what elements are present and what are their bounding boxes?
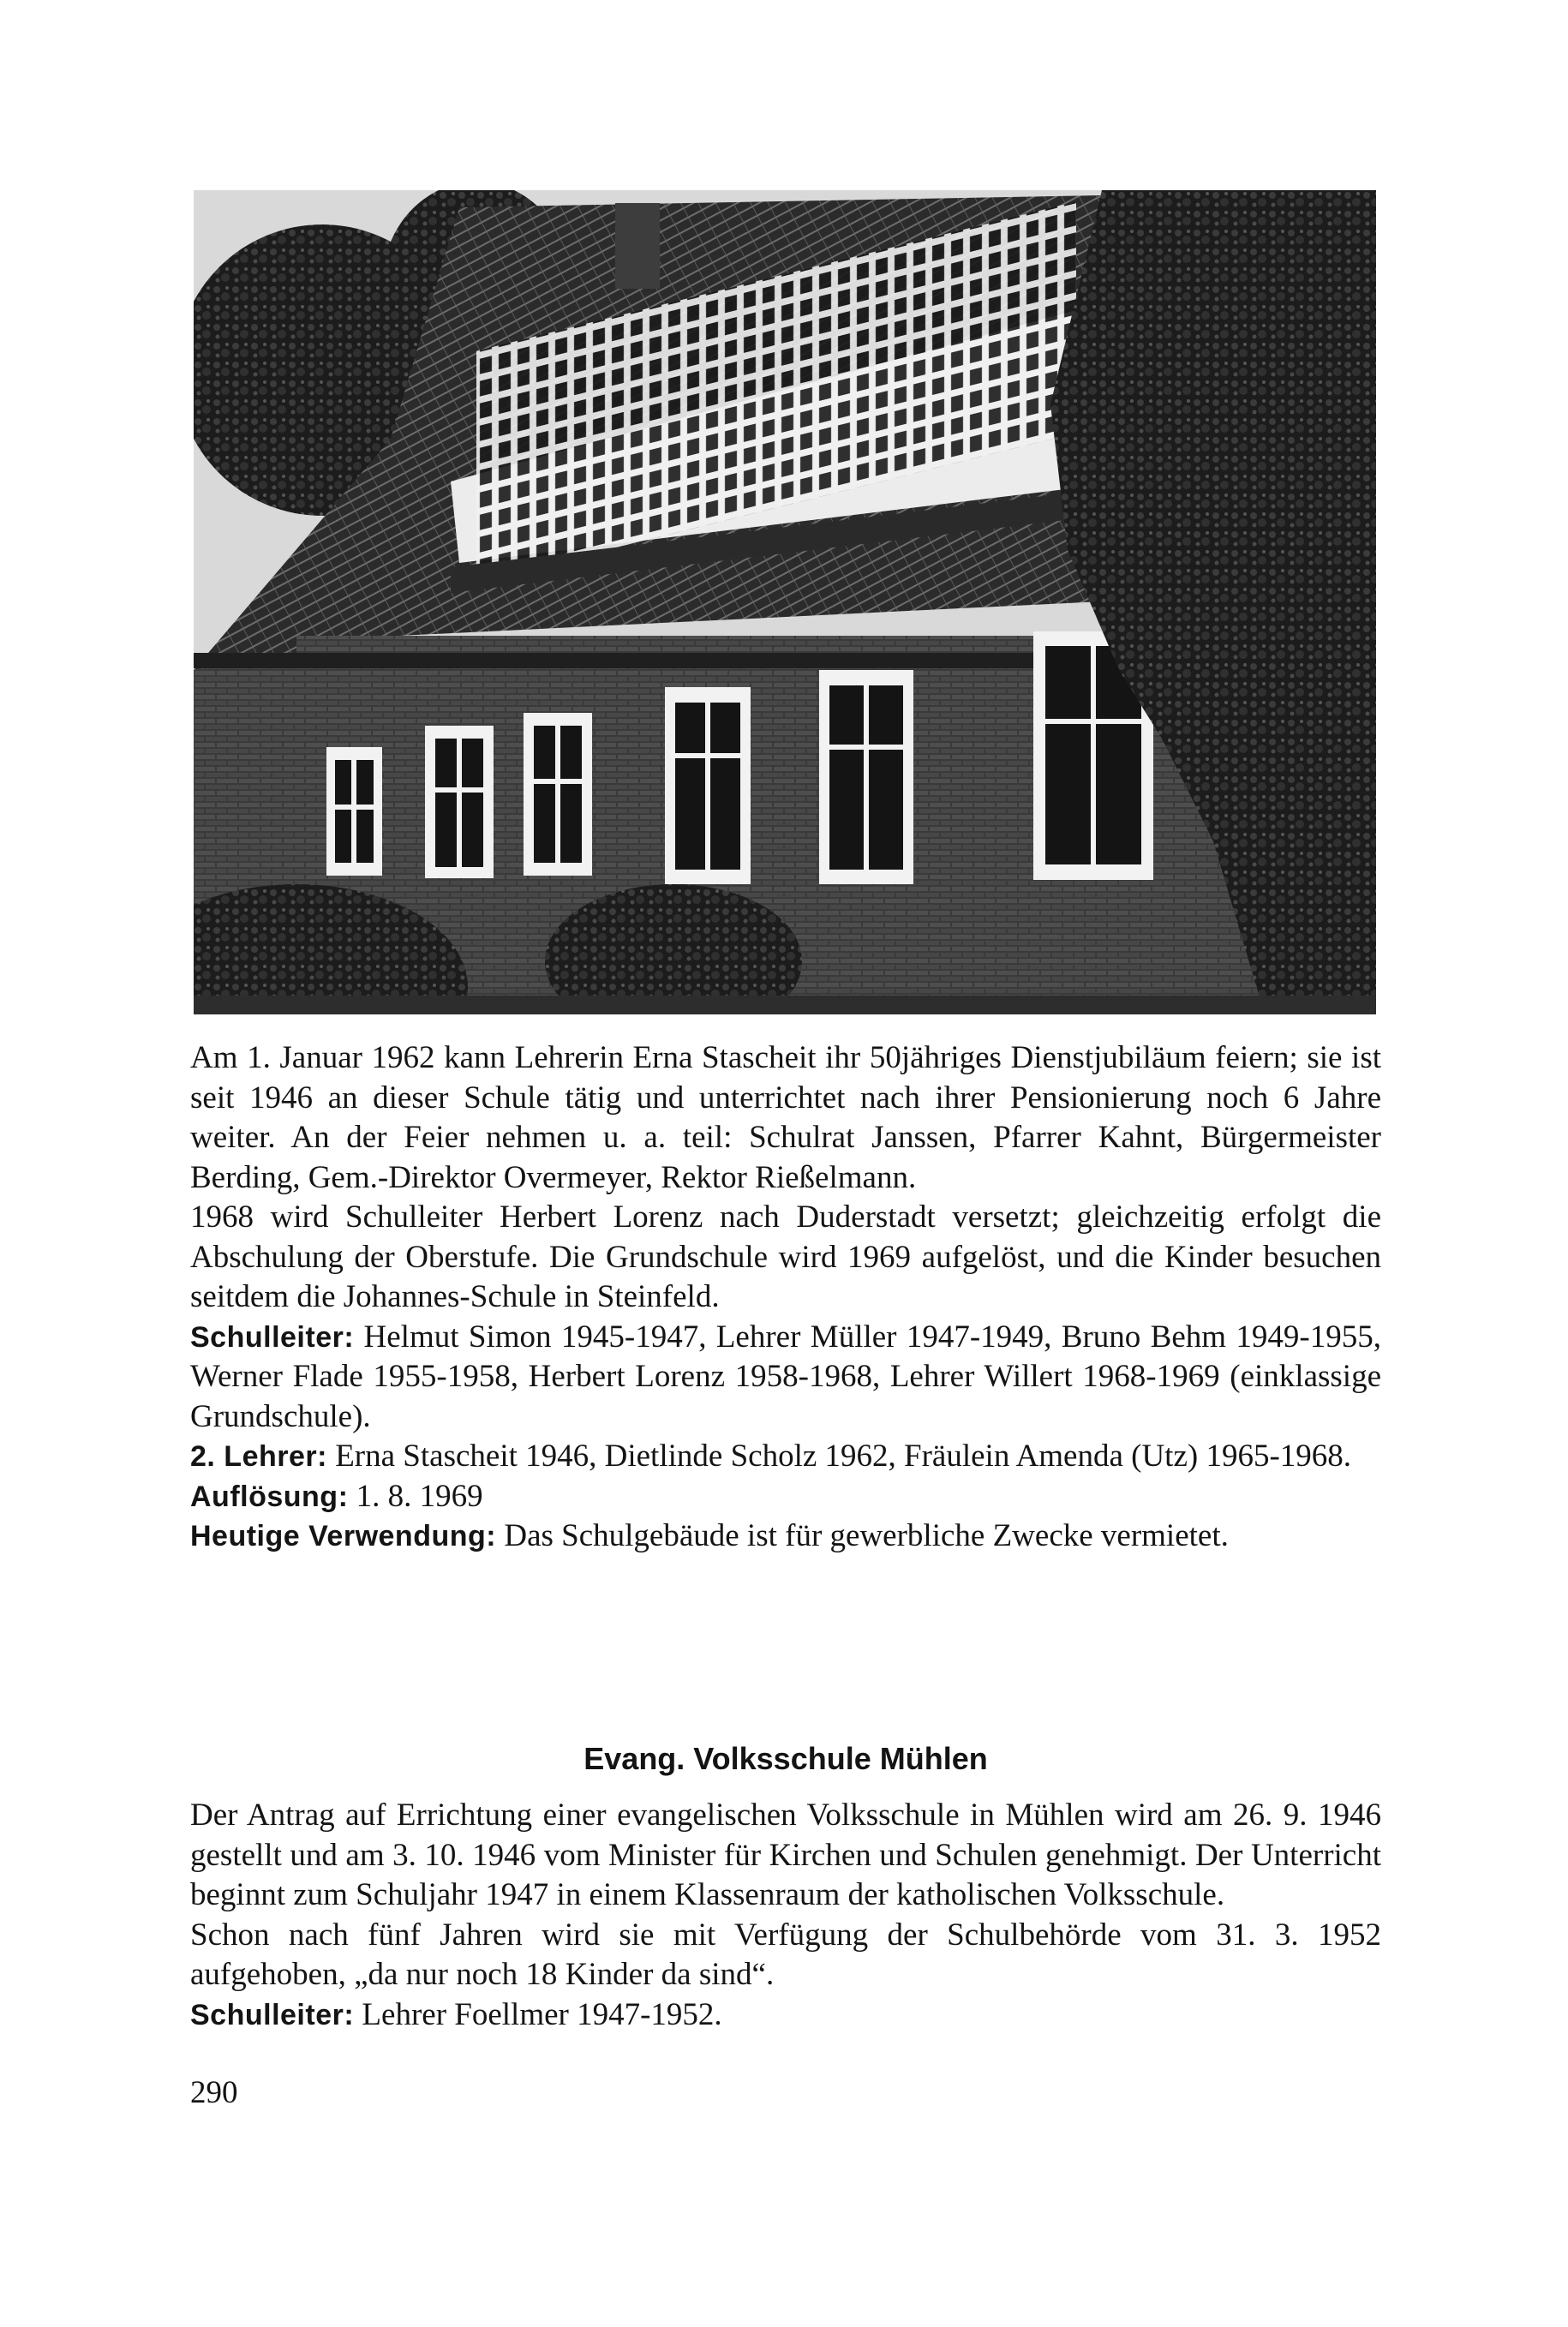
lehrer-label: 2. Lehrer: (190, 1440, 327, 1473)
lehrer-line (190, 1437, 1381, 1477)
section-heading: Evang. Volksschule Mühlen (584, 1741, 988, 1776)
paragraph-abschulung: 1968 wird Schulleiter Herbert Lorenz nach Duderstadt versetzt; gleichzeitig erfolgt die Abschulung der Oberstufe. Die Grundschule wird 1969 aufgelöst, und die Kinder besuchen seitdem die Johannes-Schule in Steinfeld. (190, 1199, 1381, 1314)
verwendung-text: Das Schulgebäude ist für gewerbliche Zwecke vermietet. (496, 1518, 1229, 1553)
schulleiter-label-2: Schulleiter: (190, 1998, 355, 2031)
text-block-2 (190, 1796, 1381, 2035)
lehrer-text: Erna Stascheit 1946, Dietlinde Scholz 1962, Fräulein Amenda (Utz) 1965-1968. (326, 1439, 1352, 1474)
schulleiter-line-2 (190, 1995, 1381, 2036)
paragraph-jubilaeum: Am 1. Januar 1962 kann Lehrerin Erna Stascheit ihr 50jähriges Dienstjubiläum feiern; sie ist seit 1946 an dieser Schule tätig und unterrichtet nach ihrer Pensionierung noch 6 Jahre weiter. An der Feier nehmen u. a. teil: Schulrat Janssen, Pfarrer Kahnt, Bürgermeister Berding, Gem.-Direktor Overmeyer, Rektor Rießelmann. (190, 1040, 1381, 1195)
page-number: 290 (190, 2075, 238, 2110)
text-block-1 (190, 1038, 1381, 1557)
paragraph-aufgehoben: Schon nach fünf Jahren wird sie mit Verfügung der Schulbehörde vom 31. 3. 1952 aufgehoben, „da nur noch 18 Kinder da sind“. (190, 1917, 1381, 1992)
schulleiter-label: Schulleiter: (190, 1320, 355, 1354)
verwendung-line (190, 1516, 1381, 1557)
school-building-illustration (194, 190, 1376, 1014)
schulleiter-line (190, 1318, 1381, 1438)
aufloesung-label: Auflösung: (190, 1480, 349, 1513)
school-building-photo (194, 190, 1376, 1014)
schulleiter-text-2: Lehrer Foellmer 1947-1952. (354, 1996, 722, 2032)
verwendung-label: Heutige Verwendung: (190, 1520, 497, 1552)
aufloesung-text: 1. 8. 1969 (348, 1478, 483, 1514)
paragraph-antrag: Der Antrag auf Errichtung einer evangelischen Volksschule in Mühlen wird am 26. 9. 1946 gestellt und am 3. 10. 1946 vom Minister für Kirchen und Schulen genehmigt. Der Unterricht beginnt zum Schuljahr 1947 in einem Klassenraum der katholischen Volksschule. (190, 1798, 1381, 1912)
aufloesung-line (190, 1477, 1381, 1517)
schulleiter-text: Helmut Simon 1945-1947, Lehrer Müller 1947-1949, Bruno Behm 1949-1955, Werner Flade 1955-1958, Herbert Lorenz 1958-1968, Lehrer Willert 1968-1969 (einklassige Grundschule). (190, 1319, 1381, 1434)
